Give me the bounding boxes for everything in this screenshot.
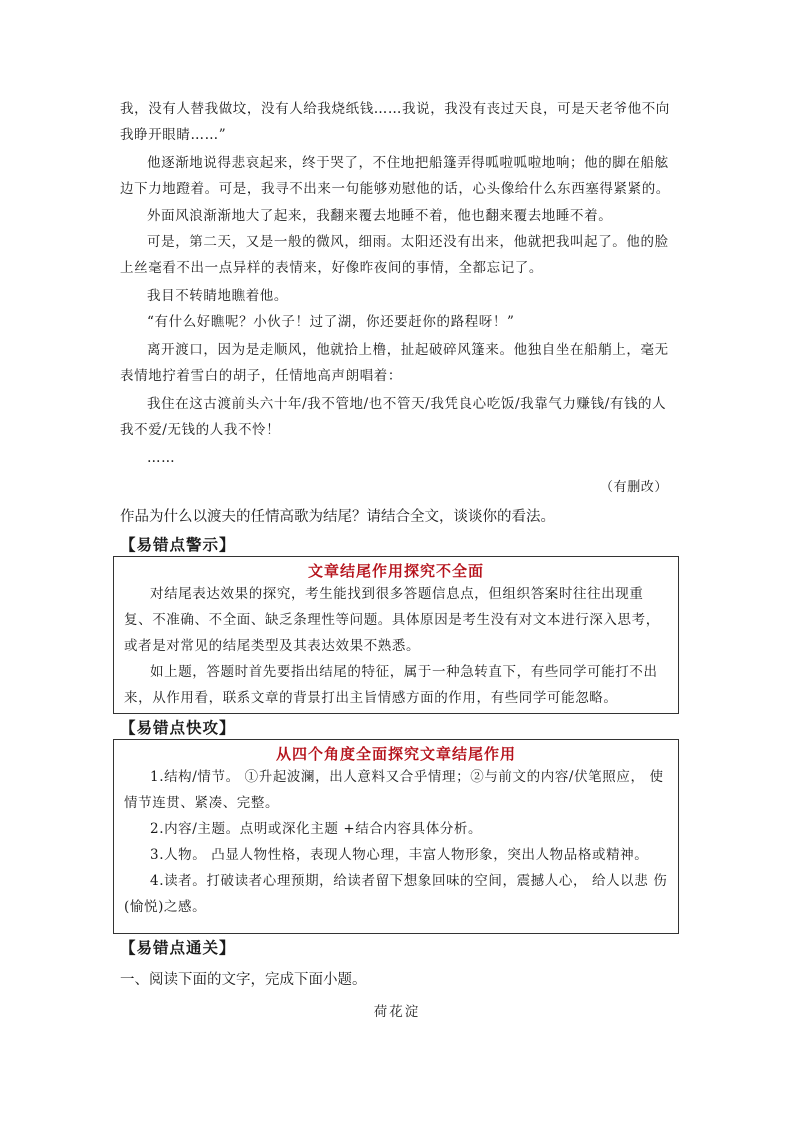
ellipsis: …… [147,450,176,466]
story-paragraph-6: “有什么好瞧呢？小伙子！过了湖，你还要赶你的路程呀！” [147,314,515,330]
quick-attack-item-3: 3.人物。 凸显人物性格，表现人物心理，丰富人物形象，突出人物品格或精神。 [150,847,649,863]
quick-attack-item-1: 1.结构/情节。 ①升起波澜，出人意料又合乎情理；②与前文的内容/伏笔照应， 使情节连贯、紧凑、完整。 [124,769,664,811]
warning-box [113,556,679,714]
quick-attack-box-title: 从四个角度全面探究文章结尾作用 [275,745,516,763]
quick-attack-item-2: 2.内容/主题。点明或深化主题 +结合内容具体分析。 [150,821,483,837]
warning-box-title: 文章结尾作用探究不全面 [307,562,484,580]
quick-attack-box [113,739,679,934]
section-header-warning: 【易错点警示】 [120,535,236,554]
story-paragraph-2: 他逐渐地说得悲哀起来，终于哭了，不住地把船篷弄得呱啦呱啦地响；他的脚在船舷边下力地蹬着。可是，我寻不出来一句能够劝慰他的话，心头像给什么东西塞得紧紧的。 [120,155,670,197]
passage-title: 荷花淀 [373,1004,421,1020]
song-lyrics: 我住在这古渡前头六十年/我不管地/也不管天/我凭良心吃饭/我靠气力赚钱/有钱的人我不爱/无钱的人我不怜！ [120,396,667,438]
story-paragraph-5: 我目不转睛地瞧着他。 [147,288,288,304]
story-paragraph-7: 离开渡口，因为是走顺风，他就拾上橹，扯起破碎风篷来。他独自坐在船艄上，毫无表情地拧着雪白的胡子，任情地高声朗唱着： [120,342,669,384]
story-paragraph-4: 可是，第二天，又是一般的微风，细雨。太阳还没有出来，他就把我叫起了。他的脸上丝毫看不出一点异样的表情来，好像昨夜间的事情，全都忘记了。 [120,234,669,276]
section-header-quick-attack: 【易错点快攻】 [120,718,236,737]
revision-note: （有删改） [600,480,669,495]
section-header-pass: 【易错点通关】 [120,938,236,957]
story-paragraph-1: 我，没有人替我做坟，没有人给我烧纸钱……我说，我没有丧过天良，可是天老爷他不向我睁开眼睛……” [120,101,670,143]
reading-instruction: 一、阅读下面的文字，完成下面小题。 [120,972,367,988]
question-text: 作品为什么以渡夫的任情高歌为结尾？请结合全文，谈谈你的看法。 [120,509,555,525]
warning-paragraph-2: 如上题，答题时首先要指出结尾的特征，属于一种急转直下，有些同学可能打不出来，从作用看，联系文章的背景打出主旨情感方面的作用，有些同学可能忽略。 [124,664,658,706]
warning-paragraph-1: 对结尾表达效果的探究，考生能找到很多答题信息点，但组织答案时往往出现重复、不准确、不全面、缺乏条理性等问题。具体原因是考生没有对文本进行深入思考，或者是对常见的结尾类型及其表达效果不熟悉。 [124,586,660,654]
quick-attack-item-4: 4.读者。打破读者心理预期，给读者留下想象回味的空间，震撼人心， 给人以悲 伤(愉悦)之感。 [124,873,668,915]
story-paragraph-3: 外面风浪渐渐地大了起来，我翻来覆去地睡不着，他也翻来覆去地睡不着。 [147,208,613,224]
